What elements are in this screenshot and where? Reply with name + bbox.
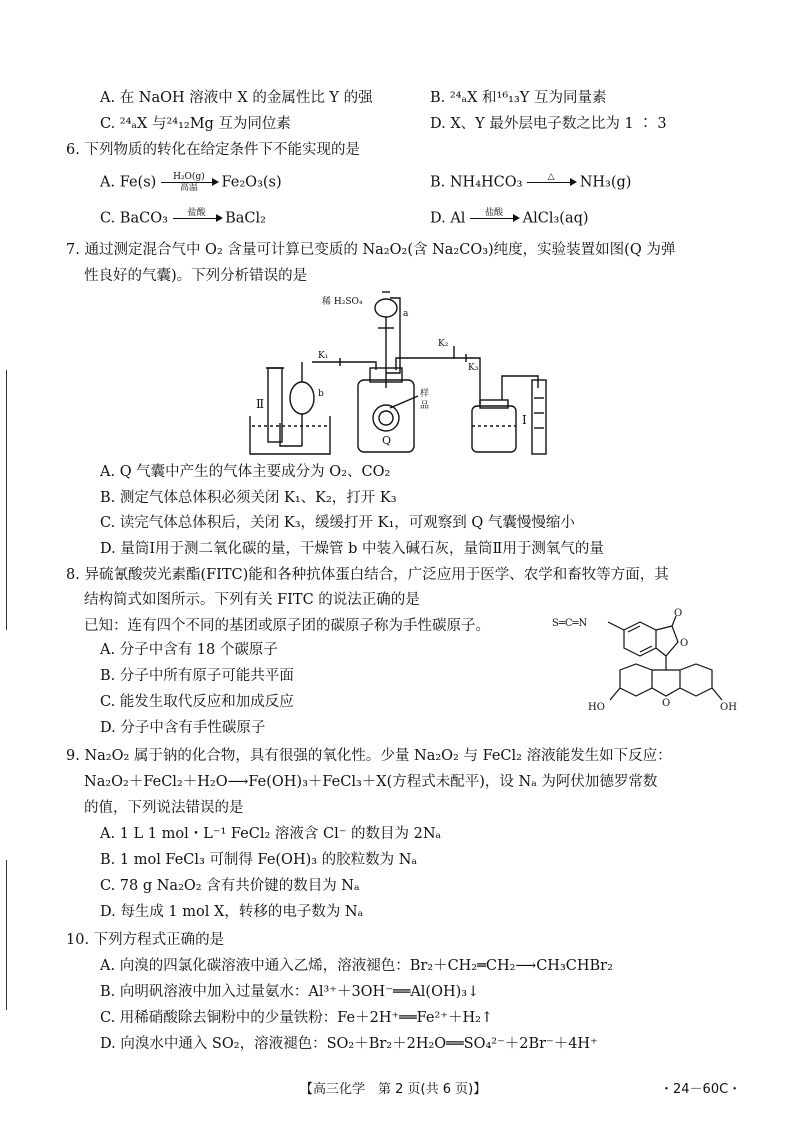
q9-option-d: D. 每生成 1 mol X，转移的电子数为 Nₐ xyxy=(100,904,364,920)
q7-stem-line2: 性良好的气囊)。下列分析错误的是 xyxy=(84,268,308,284)
label-sample: 样 xyxy=(420,389,430,399)
q6-b-right: NH₃(g) xyxy=(579,174,632,191)
label-dilute-h2so4: 稀 H₂SO₄ xyxy=(322,297,363,307)
label-xanthene-o: O xyxy=(662,698,671,709)
reaction-arrow xyxy=(527,172,575,193)
q6-a-left: A. Fe(s) xyxy=(100,174,157,191)
label-q: Q xyxy=(382,434,392,447)
label-cylinder-one: Ⅰ xyxy=(522,413,527,427)
q7-apparatus-diagram xyxy=(240,288,560,458)
q9-option-b: B. 1 mol FeCl₃ 可制得 Fe(OH)₃ 的胶粒数为 Nₐ xyxy=(100,852,418,868)
q7-stem-line1: 7. 通过测定混合气中 O₂ 含量可计算已变质的 Na₂O₂(含 Na₂CO₃)纯度，实验装置如图(Q 为弹 xyxy=(66,242,676,258)
q6-stem: 6. 下列物质的转化在给定条件下不能实现的是 xyxy=(66,142,360,158)
q5-option-a: A. 在 NaOH 溶液中 X 的金属性比 Y 的强 xyxy=(100,90,373,106)
reaction-arrow xyxy=(161,172,217,193)
q6-a-condition-bottom: 高温 xyxy=(179,183,198,193)
label-k1: K₁ xyxy=(318,351,329,361)
q6-option-d xyxy=(430,208,589,229)
q6-d-left: D. Al xyxy=(430,210,466,227)
label-carbonyl-o: O xyxy=(674,608,683,619)
label-k3: K₃ xyxy=(468,363,479,373)
q7-option-b: B. 测定气体总体积必须关闭 K₁、K₂，打开 K₃ xyxy=(100,490,397,506)
q9-stem-line1: 9. Na₂O₂ 属于钠的化合物，具有很强的氧化性。少量 Na₂O₂ 与 FeCl₂ 溶液能发生如下反应： xyxy=(66,748,672,764)
q10-option-a: A. 向溴的四氯化碳溶液中通入乙烯，溶液褪色：Br₂＋CH₂═CH₂⟶CH₃CHBr₂ xyxy=(100,958,613,974)
reaction-arrow xyxy=(470,208,518,229)
q5-option-c: C. ²⁴ₐX 与²⁴₁₂Mg 互为同位素 xyxy=(100,116,291,132)
q9-stem-line3: 的值，下列说法错误的是 xyxy=(84,800,244,816)
q5-option-d: D. X、Y 最外层电子数之比为 1 ∶ 3 xyxy=(430,116,667,132)
label-ho: HO xyxy=(588,702,605,713)
q8-stem-line2: 结构简式如图所示。下列有关 FITC 的说法正确的是 xyxy=(84,592,420,608)
reaction-arrow xyxy=(173,208,221,229)
q10-option-b: B. 向明矾溶液中加入过量氨水：Al³⁺＋3OH⁻══Al(OH)₃↓ xyxy=(100,984,480,1000)
q6-a-right: Fe₂O₃(s) xyxy=(221,174,282,191)
q6-b-left: B. NH₄HCO₃ xyxy=(430,174,523,191)
q6-c-right: BaCl₂ xyxy=(225,210,266,227)
label-ring-o: O xyxy=(680,638,689,649)
q6-c-left: C. BaCO₃ xyxy=(100,210,168,227)
label-k2: K₂ xyxy=(438,339,449,349)
q6-option-b xyxy=(430,172,631,193)
q10-stem: 10. 下列方程式正确的是 xyxy=(66,932,225,948)
q6-d-right: AlCl₃(aq) xyxy=(522,210,589,227)
q7-option-c: C. 读完气体总体积后，关闭 K₃，缓缓打开 K₁，可观察到 Q 气囊慢慢缩小 xyxy=(100,515,575,531)
q9-option-a: A. 1 L 1 mol・L⁻¹ FeCl₂ 溶液含 Cl⁻ 的数目为 2Nₐ xyxy=(100,826,442,842)
label-scn-group: S═C═N xyxy=(552,618,588,629)
fitc-structure xyxy=(548,608,748,718)
q6-option-c xyxy=(100,208,266,229)
q8-stem-line1: 8. 异硫氰酸荧光素酯(FITC)能和各种抗体蛋白结合，广泛应用于医学、农学和畜牧等方面，其 xyxy=(66,567,669,583)
q8-option-b: B. 分子中所有原子可能共平面 xyxy=(100,668,294,684)
q8-option-c: C. 能发生取代反应和加成反应 xyxy=(100,694,294,710)
label-cylinder-two: Ⅱ xyxy=(256,397,265,411)
label-sample2: 品 xyxy=(420,401,430,411)
label-oh: OH xyxy=(720,702,737,713)
q5-option-b: B. ²⁴ₐX 和¹⁶₁₃Y 互为同量素 xyxy=(430,90,607,106)
binding-mark xyxy=(0,370,7,630)
q6-c-condition-top: 盐酸 xyxy=(187,208,206,218)
q7-option-d: D. 量筒Ⅰ用于测二氧化碳的量，干燥管 b 中装入碱石灰，量筒Ⅱ用于测氧气的量 xyxy=(100,541,604,557)
q8-option-a: A. 分子中含有 18 个碳原子 xyxy=(100,642,278,658)
binding-mark xyxy=(0,860,7,1010)
label-b: b xyxy=(318,389,324,399)
q10-option-d: D. 向溴水中通入 SO₂，溶液褪色：SO₂＋Br₂＋2H₂O══SO₄²⁻＋2Br⁻＋4H⁺ xyxy=(100,1036,598,1052)
q6-b-condition-top: △ xyxy=(547,172,555,182)
q9-stem-line2: Na₂O₂＋FeCl₂＋H₂O⟶Fe(OH)₃＋FeCl₃＋X(方程式未配平)，设 Nₐ 为阿伏加德罗常数 xyxy=(84,774,658,790)
label-a: a xyxy=(403,309,409,319)
q9-option-c: C. 78 g Na₂O₂ 含有共价键的数目为 Nₐ xyxy=(100,878,360,894)
q7-option-a: A. Q 气囊中产生的气体主要成分为 O₂、CO₂ xyxy=(100,464,391,480)
q10-option-c: C. 用稀硝酸除去铜粉中的少量铁粉：Fe＋2H⁺══Fe²⁺＋H₂↑ xyxy=(100,1010,494,1026)
q6-a-condition-top: H₂O(g) xyxy=(173,172,205,182)
page-footer: 【高三化学 第 2 页(共 6 页)】 xyxy=(300,1082,487,1097)
q6-d-condition-top: 盐酸 xyxy=(485,208,504,218)
q8-known: 已知：连有四个不同的基团或原子团的碳原子称为手性碳原子。 xyxy=(84,618,490,634)
q8-option-d: D. 分子中含有手性碳原子 xyxy=(100,720,266,736)
q6-option-a xyxy=(100,172,282,193)
paper-code: ・24－60C・ xyxy=(660,1082,742,1097)
